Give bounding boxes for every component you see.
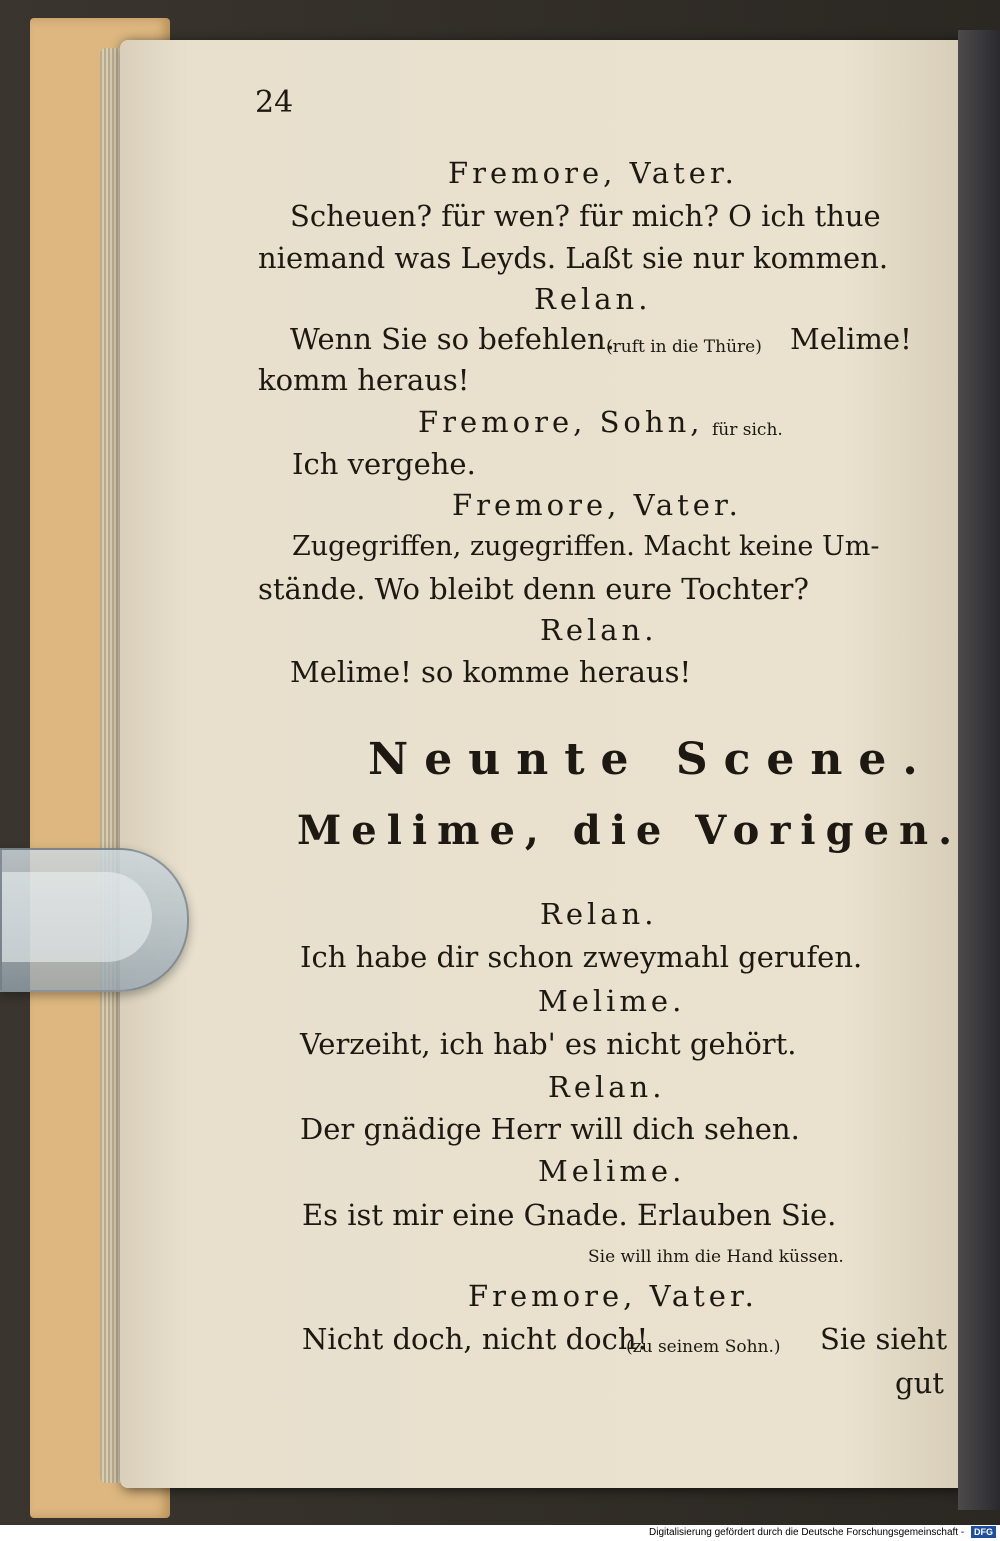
speaker-fremore-sohn: Fremore, Sohn, — [418, 405, 704, 439]
speaker-fremore-vater: Fremore, Vater. — [448, 156, 738, 190]
dialogue-line: Der gnädige Herr will dich sehen. — [300, 1112, 800, 1146]
scene-characters: Melime, die Vorigen. — [297, 807, 963, 854]
dialogue-line: Nicht doch, nicht doch! — [302, 1322, 649, 1356]
stage-direction: (ruft in die Thüre) — [606, 337, 762, 357]
catchword: gut — [895, 1366, 944, 1400]
footer-credit: Digitalisierung gefördert durch die Deutsche Forschungsgemeinschaft — [649, 1527, 959, 1538]
speaker-relan: Relan. — [540, 897, 658, 931]
stage-direction: (zu seinem Sohn.) — [626, 1337, 781, 1357]
speaker-melime: Melime. — [538, 984, 686, 1018]
transparent-page-clip — [0, 848, 189, 992]
dialogue-line: niemand was Leyds. Laßt sie nur kommen. — [258, 241, 889, 275]
dialogue-line: Melime! — [790, 322, 912, 356]
speaker-fremore-vater: Fremore, Vater. — [452, 488, 742, 522]
dialogue-line: Melime! so komme heraus! — [290, 655, 692, 689]
dialogue-line: Zugegriffen, zugegriffen. Macht keine Um- — [292, 531, 880, 562]
page-number: 24 — [255, 85, 294, 120]
dialogue-line: komm heraus! — [258, 363, 470, 397]
speaker-relan: Relan. — [534, 282, 652, 316]
scene-heading: Neunte Scene. — [368, 734, 934, 785]
digitization-footer — [0, 1525, 1000, 1541]
dialogue-line: Ich vergehe. — [292, 447, 476, 481]
dialogue-line: Wenn Sie so befehlen. — [290, 322, 615, 356]
dialogue-line: Verzeiht, ich hab' es nicht gehört. — [300, 1027, 797, 1061]
stage-direction: für sich. — [712, 420, 783, 440]
dialogue-line: Scheuen? für wen? für mich? O ich thue — [290, 199, 881, 233]
dialogue-line: Sie sieht — [820, 1322, 948, 1356]
dialogue-line: stände. Wo bleibt denn eure Tochter? — [258, 572, 809, 606]
speaker-fremore-vater: Fremore, Vater. — [468, 1279, 758, 1313]
clip-highlight — [2, 872, 152, 962]
dfg-logo: DFG — [971, 1526, 996, 1538]
stage-direction: Sie will ihm die Hand küssen. — [588, 1247, 844, 1267]
speaker-melime: Melime. — [538, 1154, 686, 1188]
dialogue-line: Ich habe dir schon zweymahl gerufen. — [300, 940, 863, 974]
dialogue-line: Es ist mir eine Gnade. Erlauben Sie. — [302, 1198, 837, 1232]
speaker-relan: Relan. — [540, 613, 658, 647]
footer-separator: - — [960, 1527, 965, 1538]
speaker-relan: Relan. — [548, 1070, 666, 1104]
